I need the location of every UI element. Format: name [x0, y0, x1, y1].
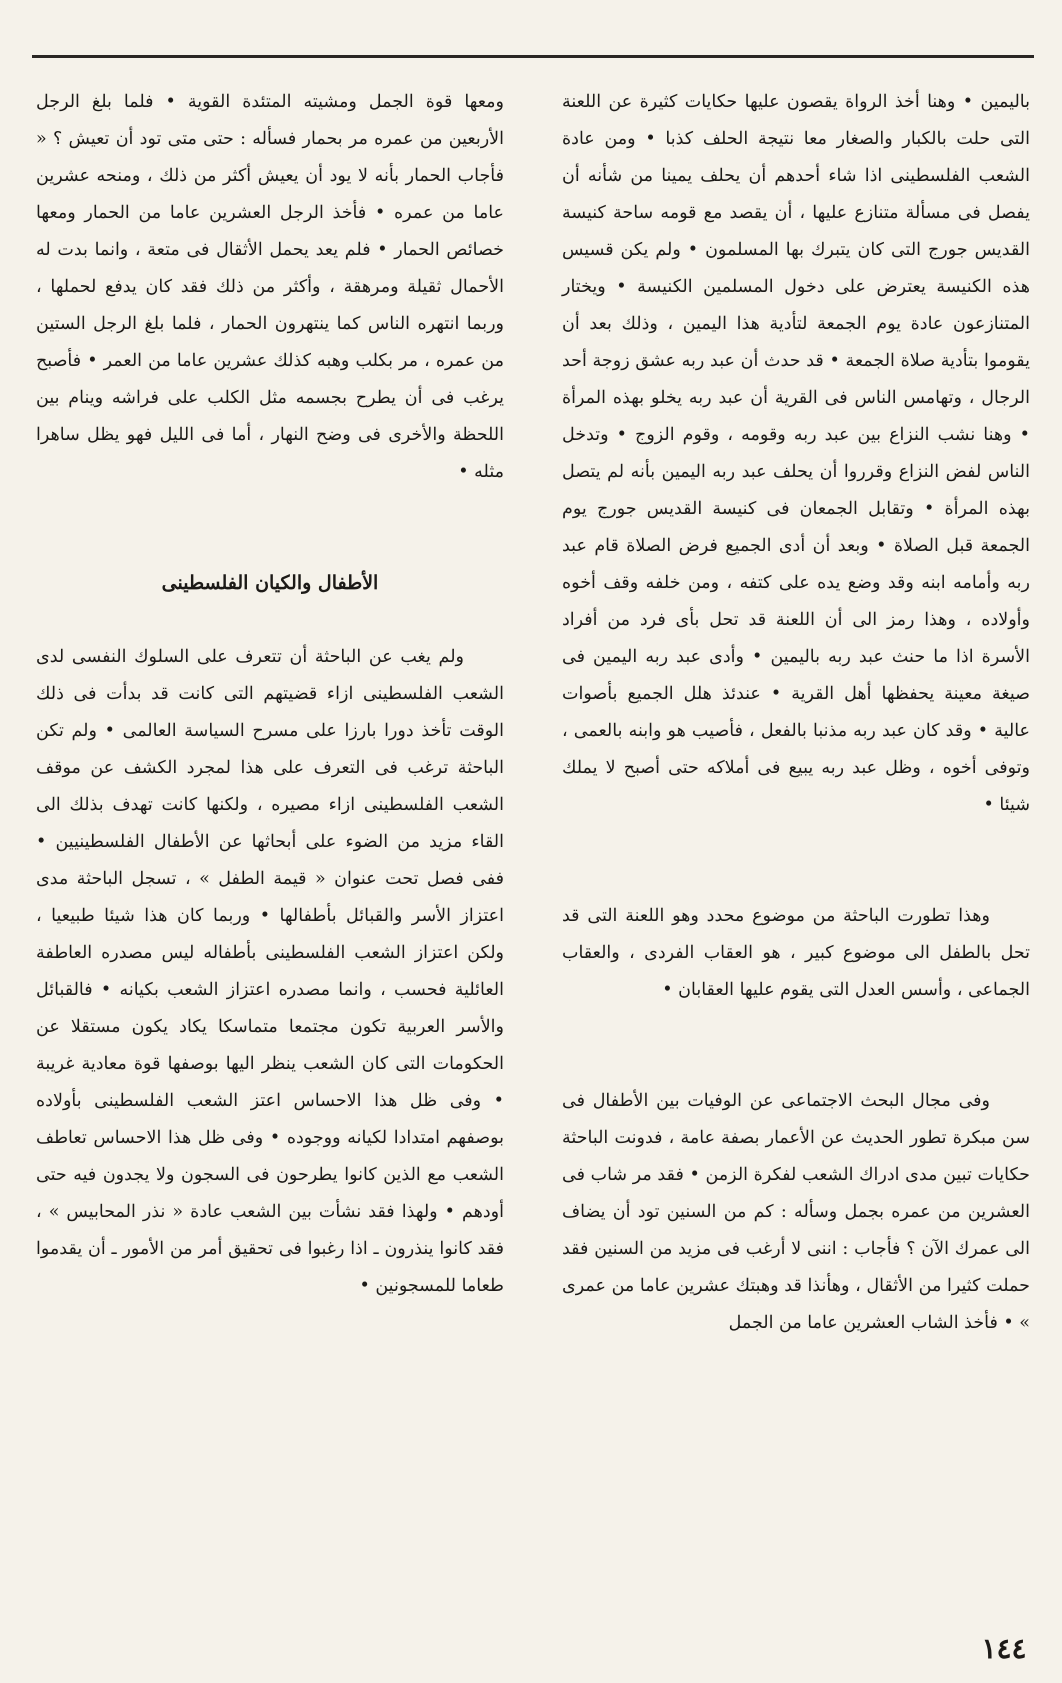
page-number: ١٤٤ [981, 1632, 1027, 1665]
paragraph-ages-continued: ومعها قوة الجمل ومشيته المتئدة القوية • فلما بلغ الرجل الأربعين من عمره مر بحمار فسأله : حتى متى تود أن تعيش ؟ « فأجاب الحمار بأنه لا يود أن يعيش أكثر من ذلك ، ومنحه عشرين عاما من عمره • فأخذ الرجل العشرين عاما من الحمار ومعها خصائص الحمار • فلم يعد يحمل الأثقال فى متعة ، وانما بدت له الأحمال ثقيلة ومرهقة ، وأكثر من ذلك فقد كان يدفع لحملها ، وربما انتهره الناس كما ينتهرون الحمار ، فلما بلغ الرجل الستين من عمره ، مر بكلب وهبه كذلك عشرين عاما من العمر • فأصبح يرغب فى أن يطرح بجسمه مثل الكلب على فراشه وينام بين اللحظة والأخرى فى وضح النهار ، أما فى الليل فهو يظل ساهرا مثله • [36, 92, 504, 482]
left-column [36, 84, 504, 1305]
paragraph-punishment: وهذا تطورت الباحثة من موضوع محدد وهو اللعنة التى قد تحل بالطفل الى موضوع كبير ، هو العقاب الفردى ، والعقاب الجماعى ، وأسس العدل التى يقوم عليها العقابان • [562, 906, 1030, 1000]
section-heading: الأطفال والكيان الفلسطينى [161, 572, 379, 594]
paragraph-gap [562, 1009, 1030, 1083]
paragraph-palestinian-children: ولم يغب عن الباحثة أن تتعرف على السلوك النفسى لدى الشعب الفلسطينى ازاء قضيتهم التى كانت قد بدأت فى ذلك الوقت تأخذ دورا بارزا على مسرح السياسة العالمى • ولم تكن الباحثة ترغب فى التعرف على هذا لمجرد الكشف عن موقف الشعب الفلسطينى ازاء مصيره ، ولكنها كانت تهدف بذلك الى القاء مزيد من الضوء على أبحاثها عن الأطفال الفلسطينيين • ففى فصل تحت عنوان « قيمة الطفل » ، تسجل الباحثة مدى اعتزاز الأسر والقبائل بأطفالها • وربما كان هذا شيئا طبيعيا ، ولكن اعتزاز الشعب الفلسطينى بأطفاله ليس مصدره العاطفة العائلية فحسب ، وانما مصدره اعتزاز الشعب بكيانه • فالقبائل والأسر العربية تكون مجتمعا متماسكا يكاد يكون مستقلا عن الحكومات التى كان الشعب ينظر اليها بوصفها قوة معادية غريبة • وفى ظل هذا الاحساس اعتز الشعب الفلسطينى بأولاده بوصفهم امتدادا لكيانه ووجوده • وفى ظل هذا الاحساس تعاطف الشعب مع الذين كانوا يطرحون فى السجون ولا يجدون فيه حتى أودهم • ولهذا فقد نشأت بين الشعب عادة « نذر المحابيس » ، فقد كانوا ينذرون ـ اذا رغبوا فى تحقيق أمر من الأمور ـ أن يقدموا طعاما للمسجونين • [36, 647, 505, 1296]
right-column [562, 84, 1030, 1342]
top-rule [32, 55, 1034, 58]
paragraph-oath-story: باليمين • وهنا أخذ الرواة يقصون عليها حكايات كثيرة عن اللعنة التى حلت بالكبار والصغار معا نتيجة الحلف كذبا • ومن عادة الشعب الفلسطينى اذا شاء أحدهم أن يحلف يمينا من شأنه أن يفصل فى مسألة متنازع عليها ، أن يقصد مع قومه ساحة كنيسة القديس جورج التى كان يتبرك بها المسلمون • ولم يكن قسيس هذه الكنيسة يعترض على دخول المسلمين الكنيسة • ويختار المتنازعون عادة يوم الجمعة لتأدية هذا اليمين ، وذلك بعد أن يقوموا بتأدية صلاة الجمعة • قد حدث أن عبد ربه عشق زوجة أحد الرجال ، وتهامس الناس فى القرية أن عبد ربه يخلو بهذه المرأة • وهنا نشب النزاع بين عبد ربه وقومه ، وقوم الزوج • وتدخل الناس لفض النزاع وقرروا أن يحلف عبد ربه اليمين بأنه لم يتصل بهذه المرأة • وتقابل الجمعان فى كنيسة القديس جورج يوم الجمعة قبل الصلاة • وبعد أن أدى الجميع فرض الصلاة قام عبد ربه وأمامه ابنه وقد وضع يده على كتفه ، ومن خلفه وقف أخوه وأولاده ، وهذا رمز الى أن اللعنة قد تحل بأى فرد من أفراد الأسرة اذا ما حنث عبد ربه باليمين • وأدى عبد ربه اليمين فى صيغة معينة يحفظها أهل القرية • عندئذ هلل الجميع بأصوات عالية • وقد كان عبد ربه مذنبا بالفعل ، فأصيب هو وابنه بالعمى ، وتوفى أخوه ، وظل عبد ربه يبيع فى أملاكه حتى أصبح لا يملك شيئا • [562, 92, 1030, 815]
section-gap [36, 602, 504, 639]
section-gap [36, 491, 504, 565]
paragraph-ages: وفى مجال البحث الاجتماعى عن الوفيات بين الأطفال فى سن مبكرة تطور الحديث عن الأعمار بصفة عامة ، فدونت الباحثة حكايات تبين مدى ادراك الشعب لفكرة الزمن • فقد مر شاب فى العشرين من عمره بجمل وسأله : كم من السنين تود أن يضاف الى عمرك الآن ؟ فأجاب : اننى لا أرغب فى مزيد من السنين فقد حملت كثيرا من الأثقال ، وهأنذا قد وهبتك عشرين عاما من عمرى » • فأخذ الشاب العشرين عاما من الجمل [562, 1091, 1030, 1333]
paragraph-gap [562, 824, 1030, 898]
